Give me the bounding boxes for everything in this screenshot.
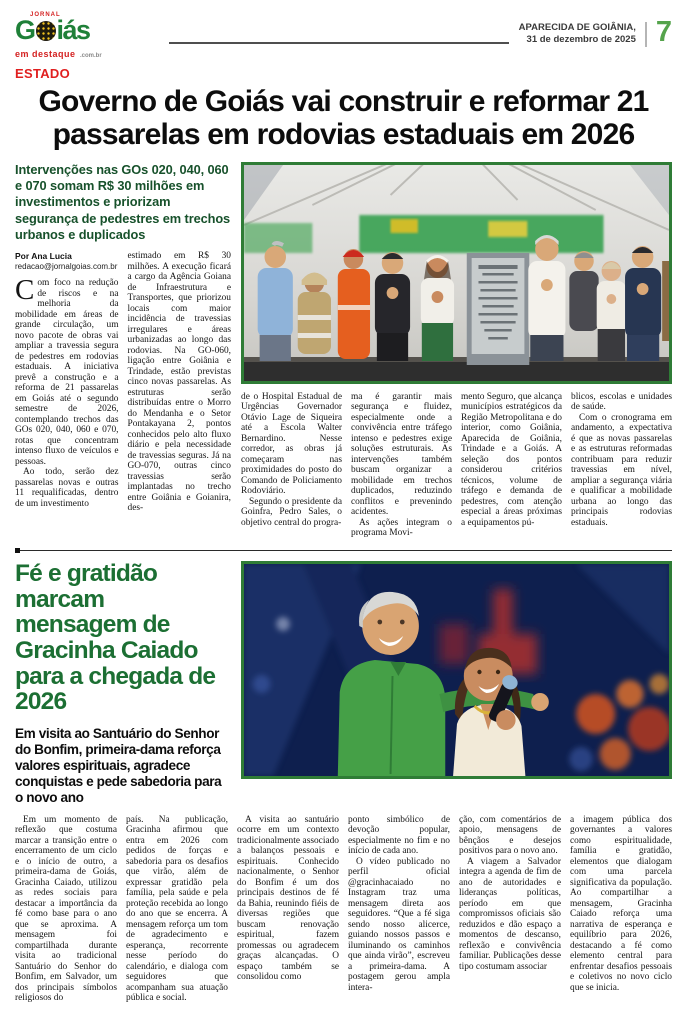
article1-col4-p1: ma é garantir mais segurança e fluidez, especialmente onde a convivência entre tráfego intenso e pedestres exige soluções estruturais. As intervenções também buscam organizar a mobilidade em trechos duplicados, reduzindo conflitos e prevenindo acidentes. xyxy=(351,391,452,518)
article2-col2 xyxy=(126,815,228,1004)
byline-email: redacao@jornalgoias.com.br xyxy=(15,262,118,272)
dateline xyxy=(519,22,647,47)
article2 xyxy=(15,561,672,806)
article1-right-block xyxy=(241,162,672,539)
article1-col6 xyxy=(571,392,672,539)
article1-col1-p1: om foco na redução de riscos e na melhoria da mobilidade em áreas de grande circulação, um novo pacote de obras vai ampliar a travessia segura de pedestres em rodovias estaduais. A iniciativa prevê a construção e a reforma de 21 passarelas em Goiás até o segundo semestre de 2026, contemplando trechos das GOs 020, 040, 060 e 070, rotas que concentram intenso fluxo de veículos e pessoas. xyxy=(15,278,119,467)
article1-col2-p1: estimado em R$ 30 milhões. A execução ficará a cargo da Agência Goiana de Infraestrutura e Transportes, que priorizou locais com maior incidência de travessias irregulares e áreas urbanizadas ao longo das rodovias. Na GO-060, ligação entre Goiânia e Trindade, estão previstas cinco novas passarelas. As estruturas serão distribuídas entre o Morro do Mendanha e o Setor Pontakayana 2, pontos conhecidos pelo alto fluxo diário e pela necessidade de travessias seguras. Já na GO-070, outras cinco travessias serão implantadas no trecho entre Goiânia e Goianira, des- xyxy=(127,251,231,514)
article1-col3-p2: Segundo o presidente da Goinfra, Pedro Sales, o objetivo central do progra- xyxy=(241,496,342,528)
article2-col1 xyxy=(15,815,117,1004)
article1-col6-p2: Com o cronograma em andamento, a expectativa é que as novas passarelas e as estruturas reformadas contribuam para reduzir travessias em nível, ampliar a segurança viária e qualificar a mobilidade urbana ao longo das principais rodovias estaduais. xyxy=(571,412,672,528)
article1-col4 xyxy=(351,392,452,539)
article2-left-block xyxy=(15,561,231,806)
photo-gracinha-caiado xyxy=(241,561,672,779)
article1-left-block xyxy=(15,162,231,539)
article-divider xyxy=(15,548,672,553)
article2-col5-p2: A viagem a Salvador integra a agenda de fim de ano de autoridades e lideranças políticas, período em que compromissos oficiais são reduzidos e dão espaço a momentos de descanso, reflexão e convivência familiar. Publicações desse tipo costumam associar xyxy=(459,856,561,972)
article2-col5 xyxy=(459,815,561,1004)
article1-headline: Governo de Goiás vai construir e reformar 21 passarelas em rodovias estaduais em 2026 xyxy=(38,84,649,152)
article1-col2 xyxy=(128,251,232,514)
masthead-rule xyxy=(169,12,509,44)
article2-columns xyxy=(15,815,672,1004)
article1-col6-p1: blicos, escolas e unidades de saúde. xyxy=(571,391,672,413)
goias-map-dots-icon xyxy=(36,21,56,41)
drop-cap: C xyxy=(15,274,35,307)
article2-col6 xyxy=(570,815,672,1004)
article2-col4-p1: ponto simbólico de devoção popular, especialmente no fim e no início de cada ano. xyxy=(348,814,450,857)
article1-col5 xyxy=(461,392,562,539)
photo-gracinha-illustration xyxy=(244,564,669,776)
logo-tagline-suffix: .com.br xyxy=(79,52,102,59)
page-number: 7 xyxy=(655,16,672,48)
article1-col3 xyxy=(241,392,342,539)
article1-col1-p2: Ao todo, serão dez passarelas novas e outras 11 requalificadas, dentro de um investimento xyxy=(15,467,119,509)
logo-topline: JORNAL xyxy=(30,12,61,18)
byline-author: Por Ana Lucia xyxy=(15,251,72,262)
article2-col4 xyxy=(348,815,450,1004)
article1-col3-p1: de o Hospital Estadual de Urgências Governador Otávio Lage de Siqueira até a Escola Walter Bernardino. Nesse corredor, as obras já começaram nas proximidades do posto do Comando de Policiamento Rodoviário. xyxy=(241,391,342,497)
dateline-date: 31 de dezembro de 2025 xyxy=(526,34,636,46)
logo-letter-g: G xyxy=(15,15,35,45)
article1-col4-p2: As ações integram o programa Movi- xyxy=(351,517,452,539)
article2-col3-p1: A visita ao santuário ocorre em um contexto tradicionalmente associado a balanços pessoais e espirituais. Conhecido nacionalmente, o Senhor do Bonfim é um dos principais destinos de fé da Bahia, reunindo fiéis de diversas regiões que buscam renovação espiritual, fazem promessas ou agradecem graças alcançadas. O espaço também se consolidou como xyxy=(237,814,339,983)
article2-col4-p2: O vídeo publicado no perfil oficial @gracinhacaiado no Instagram traz uma mensagem direta aos seguidores. “Que a fé siga sendo nosso alicerce, guiando nossos passos e iluminando os caminhos que ainda virão”, escreveu a primeira-dama. A postagem gerou ampla intera- xyxy=(348,856,450,993)
masthead xyxy=(15,12,672,62)
article2-col3 xyxy=(237,815,339,1004)
article1-subhead: Intervenções nas GOs 020, 040, 060 e 070 somam R$ 30 milhões em investimentos e priorizam segurança de pedestres em trechos urbanos e duplicados xyxy=(15,161,231,242)
article2-col5-p1: ção, com comentários de apoio, mensagens de bênçãos e desejos positivos para o novo ano. xyxy=(459,814,561,857)
article1 xyxy=(15,162,672,539)
section-label: ESTADO xyxy=(15,65,71,81)
article2-col1-p1: Em um momento de reflexão que costuma marcar a transição entre o encerramento de um ciclo e o início de outro, a primeira-dama de Goiás, Gracinha Caiado, utilizou as redes sociais para destacar a importância da fé como base para o ano que se aproxima. A mensagem foi compartilhada durante visita ao tradicional Santuário do Senhor do Bonfim, em Salvador, um dos principais símbolos religiosos do xyxy=(15,814,117,1004)
logo-tagline: em destaque xyxy=(15,48,76,59)
article2-right-block xyxy=(241,561,672,806)
photo-inauguration-illustration xyxy=(244,165,669,381)
dateline-city: APARECIDA DE GOIÂNIA, xyxy=(518,22,636,33)
photo-inauguration xyxy=(241,162,672,384)
divider-rule xyxy=(20,550,672,551)
article1-col5-p1: mento Seguro, que alcança municípios estratégicos da Região Metropolitana e do interior, como Goiânia, Aparecida de Goiânia, Trindade e a Goiás. A seleção dos pontos considerou critérios técnicos, volume de tráfego e demanda de pedestres, com atenção especial a áreas próximas a equipamentos pú- xyxy=(461,391,563,528)
article2-headline: Fé e gratidão marcam mensagem de Gracinha Caiado para a chegada de 2026 xyxy=(15,559,216,716)
newspaper-logo xyxy=(15,12,165,62)
article1-columns-1-2 xyxy=(15,251,231,514)
logo-tagline-row xyxy=(15,44,165,62)
article1-col1-text xyxy=(15,274,119,509)
article2-subhead: Em visita ao Santuário do Senhor do Bonfim, primeira-dama reforça valores espirituais, agradece conquistas e pede sabedoria para o novo ano xyxy=(15,726,222,805)
article2-col2-p1: país. Na publicação, Gracinha afirmou que entra em 2026 com pedidos de forças e sabedoria para os desafios que virão, além de expressar gratidão pela família, pela saúde e pela proteção recebida ao longo do ano que se encerra. A mensagem reforça um tom de agradecimento e esperança, recorrente nesse período do calendário, e dialoga com seguidores que acompanham sua atuação pública e social. xyxy=(126,814,228,1004)
article1-columns-3-6 xyxy=(241,392,672,539)
article1-col1 xyxy=(15,251,119,514)
article2-col6-p1: a imagem pública dos governantes a valores como espiritualidade, família e gratidão, elementos que dialogam com uma parcela significativa da população. Ao compartilhar a mensagem, Gracinha Caiado reforça uma narrativa de esperança e equilíbrio para 2026, destacando a fé como elemento central para enfrentar desafios pessoais e coletivos no novo ciclo que se inicia. xyxy=(570,814,672,993)
logo-letters-rest: iás xyxy=(56,15,90,45)
